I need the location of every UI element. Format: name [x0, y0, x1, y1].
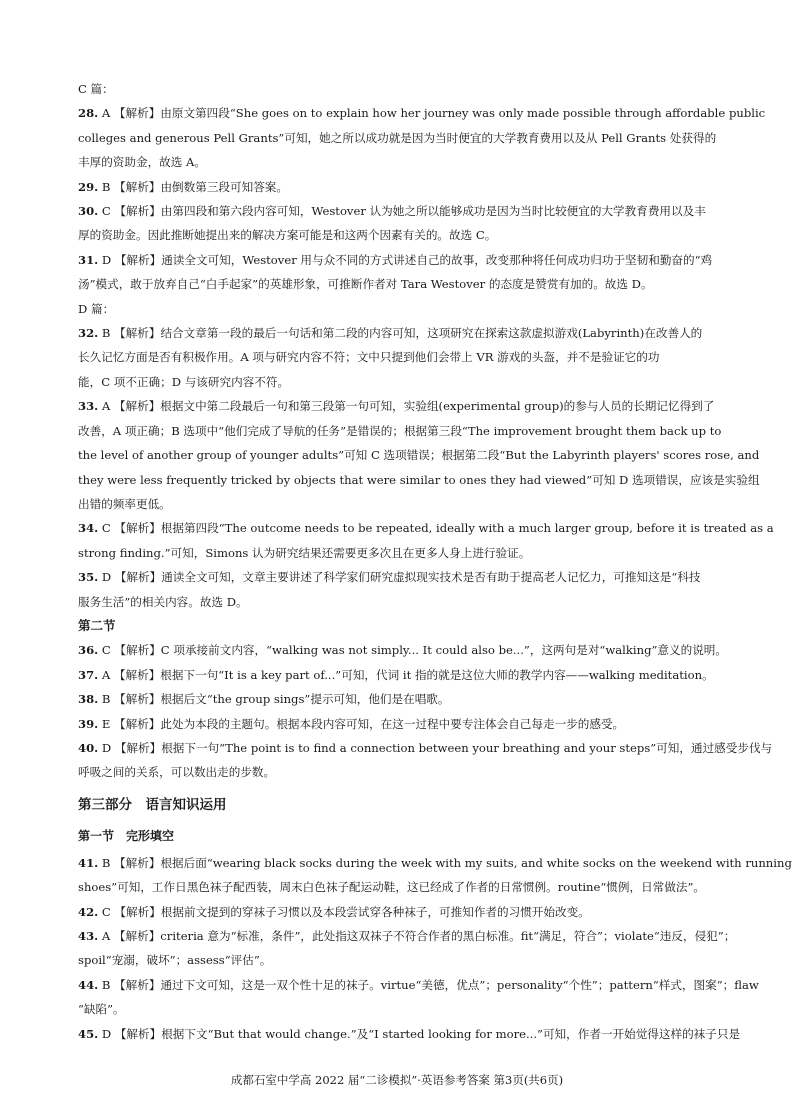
question-number: 34.	[78, 521, 99, 536]
answer-explanation: D 【解析】根据下一句“The point is to find a connection between your breathing and your steps”可知，通过感受步伐与	[98, 740, 773, 755]
question-number: 39.	[78, 716, 99, 731]
answer-item-line	[78, 101, 766, 125]
answer-explanation: D 【解析】通读全文可知，Westover 用与众不同的方式讲述自己的故事，改变那种将任何成功归功于坚韧和勤奋的“鸡	[98, 252, 713, 267]
answer-continuation-line: 出错的频率更低。	[78, 496, 171, 511]
question-number: 28.	[78, 106, 99, 121]
answer-explanation: A 【解析】criteria 意为“标准，条件”，此处指这双袜子不符合作者的黑白标准。fit“满足，符合”；violate“违反，侵犯”；	[98, 929, 736, 943]
page-footer: 成都石室中学高 2022 届“二诊模拟”·英语参考答案 第3页(共6页)	[230, 1073, 564, 1087]
answer-explanation: D 【解析】根据下文“But that would change.”及“I started looking for more...”可知，作者一开始觉得这样的袜子只是	[98, 1026, 741, 1041]
answer-explanation: C 【解析】由第四段和第六段内容可知，Westover 认为她之所以能够成功是因为当时比较便宜的大学教育费用以及丰	[98, 204, 706, 219]
answer-item-line	[78, 973, 759, 997]
answer-continuation-line: they were less frequently tricked by objects that were similar to ones they had viewed”可知 D 选项错误，应该是实验组	[78, 472, 760, 487]
answer-explanation: A 【解析】根据下一句“It is a key part of...”可知，代词 it 指的就是这位大师的教学内容——walking meditation。	[98, 667, 714, 682]
answer-continuation-line: 改善，A 项正确；B 选项中“他们完成了导航的任务”是错误的；根据第三段“The improvement brought them back up to	[78, 423, 722, 438]
answer-item-line	[78, 712, 708, 736]
answer-item-line	[78, 900, 708, 924]
answer-explanation: B 【解析】根据后面“wearing black socks during the week with my suits, and white socks on the weekend with running	[98, 855, 792, 870]
answer-continuation-line: 汤”模式，敢于放弃自己“白手起家”的英雄形象，可推断作者对 Tara Westover 的态度是赞赏有加的。故选 D。	[78, 277, 653, 292]
answer-explanation: C 【解析】根据前文提到的穿袜子习惯以及本段尝试穿各种袜子，可推知作者的习惯开始改变。	[98, 904, 590, 919]
answer-continuation-line: 厚的资助金。因此推断她提出来的解决方案可能是和这两个因素有关的。故选 C。	[78, 228, 497, 243]
answer-continuation-line: 能，C 项不正确；D 与该研究内容不符。	[78, 374, 290, 389]
question-number: 44.	[78, 977, 99, 992]
question-number: 38.	[78, 692, 99, 707]
answer-item-line	[78, 924, 736, 948]
question-number: 42.	[78, 904, 99, 919]
question-number: 37.	[78, 667, 99, 682]
answer-item-line	[78, 321, 708, 345]
question-number: 41.	[78, 855, 99, 870]
answer-item-line	[78, 851, 792, 875]
answer-item-line	[78, 565, 708, 589]
answer-item-line	[78, 175, 708, 199]
answer-item-line	[78, 736, 773, 760]
answer-explanation: B 【解析】结合文章第一段的最后一句话和第二段的内容可知，这项研究在探索这款虚拟游戏(Labyrinth)在改善人的	[98, 326, 703, 341]
answer-continuation-line: 丰厚的资助金，故选 A。	[78, 155, 206, 170]
answer-key-body	[78, 77, 792, 1046]
answer-continuation-line: “缺陷”。	[78, 1002, 125, 1017]
answer-item-line	[78, 248, 713, 272]
answer-explanation: D 【解析】通读全文可知，文章主要讲述了科学家们研究虚拟现实技术是否有助于提高老人记忆力，可推知这是“科技	[98, 570, 701, 585]
question-number: 45.	[78, 1026, 99, 1041]
answer-continuation-line: 长久记忆方面是否有积极作用。A 项与研究内容不符；文中只提到他们会带上 VR 游戏的头盔，并不是验证它的功	[78, 350, 660, 365]
answer-explanation: B 【解析】通过下文可知，这是一双个性十足的袜子。virtue“美德，优点”；personality“个性”；pattern“样式，图案”；flaw	[98, 977, 759, 992]
question-number: 30.	[78, 204, 99, 219]
answer-item-line	[78, 638, 727, 662]
answer-item-line	[78, 516, 774, 540]
answer-explanation: C 【解析】C 项承接前文内容，“walking was not simply... It could also be...”，这两句是对“walking”意义的说明。	[98, 643, 727, 658]
answer-explanation: E 【解析】此处为本段的主题句。根据本段内容可知，在这一过程中要专注体会自己每走一步的感受。	[98, 716, 625, 731]
part-heading: 第三部分 语言知识运用	[78, 796, 227, 813]
question-number: 36.	[78, 643, 99, 658]
subsection-heading: 第一节 完形填空	[78, 828, 175, 843]
answer-continuation-line: the level of another group of younger adults”可知 C 选项错误；根据第二段“But the Labyrinth players' scores rose, and	[78, 448, 760, 463]
answer-explanation: B 【解析】由倒数第三段可知答案。	[98, 179, 288, 194]
answer-explanation: C 【解析】根据第四段“The outcome needs to be repeated, ideally with a much larger group, before it is treated as a	[98, 521, 774, 536]
answer-continuation-line: shoes”可知，工作日黑色袜子配西装，周末白色袜子配运动鞋，这已经成了作者的日常惯例。routine“惯例，日常做法”。	[78, 880, 705, 895]
question-number: 31.	[78, 252, 99, 267]
answer-continuation-line: colleges and generous Pell Grants”可知，她之所以成功就是因为当时便宜的大学教育费用以及从 Pell Grants 处获得的	[78, 130, 717, 145]
passage-label: C 篇：	[78, 82, 114, 96]
answer-continuation-line: strong finding.”可知，Simons 认为研究结果还需要更多次且在更多人身上进行验证。	[78, 545, 531, 560]
answer-item-line	[78, 1022, 741, 1046]
question-number: 29.	[78, 179, 99, 194]
section-heading: 第二节	[78, 617, 116, 633]
question-number: 35.	[78, 570, 99, 585]
answer-continuation-line: 服务生活”的相关内容。故选 D。	[78, 594, 248, 609]
answer-continuation-line: 呼吸之间的关系，可以数出走的步数。	[78, 765, 276, 780]
passage-label: D 篇：	[78, 301, 115, 316]
answer-explanation: A 【解析】根据文中第二段最后一句和第三段第一句可知，实验组(experimental group)的参与人员的长期记忆得到了	[98, 399, 715, 414]
question-number: 43.	[78, 929, 99, 943]
question-number: 40.	[78, 740, 99, 755]
answer-item-line	[78, 199, 708, 223]
answer-explanation: B 【解析】根据后文“the group sings”提示可知，他们是在唱歌。	[98, 692, 450, 707]
question-number: 33.	[78, 399, 99, 414]
answer-item-line	[78, 663, 714, 687]
answer-item-line	[78, 687, 708, 711]
answer-item-line	[78, 394, 715, 418]
answer-explanation: A 【解析】由原文第四段“She goes on to explain how her journey was only made possible through affordable public	[98, 106, 766, 121]
answer-continuation-line: spoil“宠溺，破坏”；assess“评估”。	[78, 953, 272, 968]
question-number: 32.	[78, 326, 99, 341]
